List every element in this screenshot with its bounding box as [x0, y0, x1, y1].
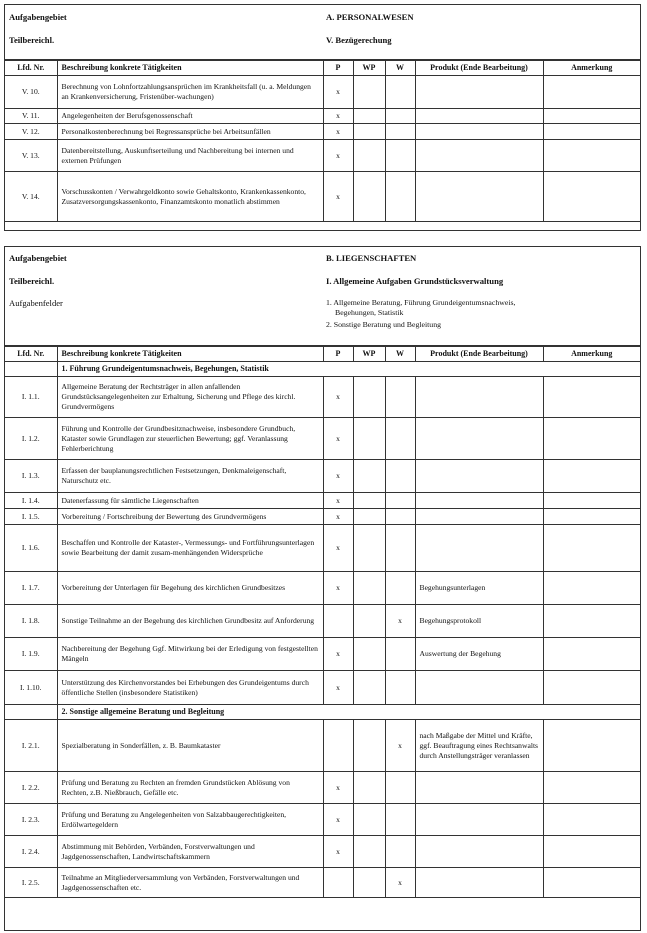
row-mark-p: x	[323, 140, 353, 172]
row-produkt: Begehungsprotokoll	[415, 605, 543, 638]
row-description: Unterstützung des Kirchenvorstandes bei Erhebungen des Grundeigentums durch öffentliche Stellen (insbesondere Statistiken)	[57, 671, 323, 705]
col-header-w: W	[385, 61, 415, 76]
row-description: Angelegenheiten der Berufsgenossenschaft	[57, 109, 323, 124]
row-number: I. 2.1.	[5, 720, 57, 772]
table-row	[5, 140, 640, 172]
table-row	[5, 605, 640, 638]
row-anmerkung	[543, 836, 640, 868]
col-header-beschreibung: Beschreibung konkrete Tätigkeiten	[57, 61, 323, 76]
row-number: I. 1.4.	[5, 493, 57, 509]
row-produkt: nach Maßgabe der Mittel und Kräfte, ggf. Beauftragung eines Rechtsanwalts durch Anstellungsträger veranlassen	[415, 720, 543, 772]
row-description: Nachbereitung der Begehung Ggf. Mitwirkung bei der Erledigung von festgestellten Mängeln	[57, 638, 323, 671]
row-mark-wp	[353, 418, 385, 460]
table-personalwesen	[4, 4, 641, 231]
row-mark-w	[385, 377, 415, 418]
row-mark-w	[385, 76, 415, 109]
row-produkt	[415, 124, 543, 140]
row-anmerkung	[543, 720, 640, 772]
row-produkt	[415, 76, 543, 109]
row-description: Datenbereitstellung, Auskunftserteilung und Nachbereitung bei internen und externen Prüfungen	[57, 140, 323, 172]
table-row	[5, 671, 640, 705]
col-header-wp: WP	[353, 61, 385, 76]
row-mark-w	[385, 804, 415, 836]
value-aufgabengebiet: A. PERSONALWESEN	[326, 12, 414, 22]
row-anmerkung	[543, 109, 640, 124]
row-mark-wp	[353, 76, 385, 109]
row-mark-w	[385, 172, 415, 222]
row-produkt	[415, 418, 543, 460]
row-anmerkung	[543, 418, 640, 460]
row-mark-wp	[353, 720, 385, 772]
section-title: 1. Führung Grundeigentumsnachweis, Begehungen, Statistik	[57, 362, 640, 377]
table-row	[5, 377, 640, 418]
row-description: Vorbereitung der Unterlagen für Begehung des kirchlichen Grundbesitzes	[57, 572, 323, 605]
section-title: 2. Sonstige allgemeine Beratung und Begleitung	[57, 705, 640, 720]
row-anmerkung	[543, 124, 640, 140]
row-produkt	[415, 109, 543, 124]
row-produkt	[415, 140, 543, 172]
row-anmerkung	[543, 638, 640, 671]
table-row	[5, 868, 640, 898]
block-header	[5, 5, 640, 60]
row-number: V. 12.	[5, 124, 57, 140]
value-aufgabengebiet: B. LIEGENSCHAFTEN	[326, 253, 417, 263]
table-row	[5, 76, 640, 109]
row-mark-w	[385, 140, 415, 172]
row-description: Vorbereitung / Fortschreibung der Bewertung des Grundvermögens	[57, 509, 323, 525]
table-liegenschaften	[4, 246, 641, 931]
row-number: I. 2.2.	[5, 772, 57, 804]
row-number: I. 1.1.	[5, 377, 57, 418]
row-description: Spezialberatung in Sonderfällen, z. B. Baumkataster	[57, 720, 323, 772]
row-mark-w	[385, 109, 415, 124]
row-mark-w	[385, 418, 415, 460]
table-row	[5, 836, 640, 868]
row-description: Vorschusskonten / Verwahrgeldkonto sowie Gehaltskonto, Krankenkassenkonto, Zusatzversorgungskassenkonto, Finanzamtskonto monatlich abstimmen	[57, 172, 323, 222]
value-teilbereich: I. Allgemeine Aufgaben Grundstücksverwaltung	[326, 276, 504, 286]
table-row	[5, 172, 640, 222]
row-produkt	[415, 460, 543, 493]
row-mark-wp	[353, 836, 385, 868]
row-mark-w	[385, 124, 415, 140]
col-header-beschreibung: Beschreibung konkrete Tätigkeiten	[57, 347, 323, 362]
row-mark-wp	[353, 124, 385, 140]
row-number: I. 2.3.	[5, 804, 57, 836]
row-description: Prüfung und Beratung zu Angelegenheiten von Salzabbaugerechtigkeiten, Erdölwartegeldern	[57, 804, 323, 836]
row-mark-wp	[353, 772, 385, 804]
row-mark-p	[323, 720, 353, 772]
column-header-row	[5, 61, 640, 76]
col-header-anmerkung: Anmerkung	[543, 61, 640, 76]
row-mark-wp	[353, 572, 385, 605]
row-number: V. 14.	[5, 172, 57, 222]
row-description: Datenerfassung für sämtliche Liegenschaften	[57, 493, 323, 509]
row-description: Allgemeine Beratung der Rechtsträger in allen anfallenden Grundstücksangelegenheiten zur Erhaltung, Sicherung und Pflege des kirchl. Grundvermögens	[57, 377, 323, 418]
column-header-row	[5, 347, 640, 362]
row-produkt	[415, 493, 543, 509]
value-aufgabenfeld-2: 2. Sonstige Beratung und Begleitung	[326, 320, 441, 329]
row-mark-w	[385, 493, 415, 509]
row-mark-w	[385, 509, 415, 525]
label-teilbereich: Teilbereichl.	[9, 276, 55, 286]
row-anmerkung	[543, 172, 640, 222]
row-produkt	[415, 525, 543, 572]
row-anmerkung	[543, 509, 640, 525]
row-mark-w	[385, 671, 415, 705]
table-row	[5, 509, 640, 525]
row-mark-p: x	[323, 124, 353, 140]
row-anmerkung	[543, 772, 640, 804]
value-aufgabenfeld-1: 1. Allgemeine Beratung, Führung Grundeigentumsnachweis,	[326, 298, 516, 307]
row-mark-p	[323, 605, 353, 638]
row-description: Teilnahme an Mitgliederversammlung von Verbänden, Forstverwaltungen und Jagdgenossenschaften etc.	[57, 868, 323, 898]
row-mark-p: x	[323, 493, 353, 509]
row-number: V. 13.	[5, 140, 57, 172]
row-produkt	[415, 804, 543, 836]
row-mark-p: x	[323, 109, 353, 124]
col-header-p: P	[323, 347, 353, 362]
table-row	[5, 720, 640, 772]
row-mark-w: x	[385, 605, 415, 638]
row-anmerkung	[543, 76, 640, 109]
row-mark-w	[385, 525, 415, 572]
table-row	[5, 124, 640, 140]
row-produkt: Auswertung der Begehung	[415, 638, 543, 671]
row-mark-wp	[353, 509, 385, 525]
table-row	[5, 109, 640, 124]
row-description: Erfassen der bauplanungsrechtlichen Festsetzungen, Denkmaleigenschaft, Naturschutz etc.	[57, 460, 323, 493]
table-row	[5, 418, 640, 460]
col-header-w: W	[385, 347, 415, 362]
row-description: Beschaffen und Kontrolle der Kataster-, Vermessungs- und Fortführungsunterlagen sowie Bearbeitung der damit zusam-menhängenden Widersprüche	[57, 525, 323, 572]
row-produkt	[415, 772, 543, 804]
row-description: Prüfung und Beratung zu Rechten an fremden Grundstücken Ablösung von Rechten, z.B. Nießbrauch, Gefälle etc.	[57, 772, 323, 804]
task-table-b	[5, 346, 640, 898]
row-mark-p: x	[323, 172, 353, 222]
row-produkt: Begehungsunterlagen	[415, 572, 543, 605]
row-mark-p: x	[323, 525, 353, 572]
col-header-produkt: Produkt (Ende Bearbeitung)	[415, 347, 543, 362]
col-header-p: P	[323, 61, 353, 76]
row-anmerkung	[543, 493, 640, 509]
row-description: Sonstige Teilnahme an der Begehung des kirchlichen Grundbesitz auf Anforderung	[57, 605, 323, 638]
row-mark-p: x	[323, 76, 353, 109]
col-header-lfd: Lfd. Nr.	[5, 347, 57, 362]
label-aufgabengebiet: Aufgabengebiet	[9, 253, 67, 263]
row-anmerkung	[543, 460, 640, 493]
row-mark-w	[385, 836, 415, 868]
table-row	[5, 804, 640, 836]
row-number: I. 1.5.	[5, 509, 57, 525]
row-number: I. 1.10.	[5, 671, 57, 705]
row-number: I. 1.8.	[5, 605, 57, 638]
row-mark-w	[385, 772, 415, 804]
row-mark-wp	[353, 140, 385, 172]
row-produkt	[415, 509, 543, 525]
row-mark-w: x	[385, 720, 415, 772]
row-number: I. 1.3.	[5, 460, 57, 493]
table-row	[5, 638, 640, 671]
row-description: Führung und Kontrolle der Grundbesitznachweise, insbesondere Grundbuch, Kataster sowie Grundlagen zur steuerlichen Bewertung; ggf. Veranlassung Fehlerberichtung	[57, 418, 323, 460]
row-anmerkung	[543, 377, 640, 418]
section-row	[5, 362, 640, 377]
row-mark-wp	[353, 868, 385, 898]
row-produkt	[415, 868, 543, 898]
row-produkt	[415, 836, 543, 868]
row-mark-w	[385, 638, 415, 671]
label-aufgabenfelder: Aufgabenfelder	[9, 298, 63, 308]
row-number: I. 2.4.	[5, 836, 57, 868]
row-mark-p: x	[323, 377, 353, 418]
row-number: V. 10.	[5, 76, 57, 109]
row-mark-wp	[353, 525, 385, 572]
row-mark-p: x	[323, 671, 353, 705]
row-mark-wp	[353, 460, 385, 493]
row-anmerkung	[543, 868, 640, 898]
row-anmerkung	[543, 140, 640, 172]
row-number: I. 1.6.	[5, 525, 57, 572]
task-table-a	[5, 60, 640, 222]
section-row	[5, 705, 640, 720]
row-mark-wp	[353, 493, 385, 509]
row-anmerkung	[543, 572, 640, 605]
row-mark-wp	[353, 109, 385, 124]
row-number: I. 1.9.	[5, 638, 57, 671]
row-number: I. 2.5.	[5, 868, 57, 898]
value-teilbereich: V. Bezügerechung	[326, 35, 392, 45]
section-spacer	[5, 705, 57, 720]
row-mark-w	[385, 572, 415, 605]
row-number: I. 1.7.	[5, 572, 57, 605]
col-header-produkt: Produkt (Ende Bearbeitung)	[415, 61, 543, 76]
row-mark-p	[323, 868, 353, 898]
row-mark-p: x	[323, 638, 353, 671]
table-row	[5, 572, 640, 605]
row-mark-p: x	[323, 836, 353, 868]
row-mark-wp	[353, 377, 385, 418]
row-mark-wp	[353, 638, 385, 671]
row-anmerkung	[543, 605, 640, 638]
row-anmerkung	[543, 804, 640, 836]
row-description: Abstimmung mit Behörden, Verbänden, Forstverwaltungen und Jagdgenossenschaften, Landwirtschaftskammern	[57, 836, 323, 868]
row-anmerkung	[543, 525, 640, 572]
row-mark-p: x	[323, 572, 353, 605]
table-row	[5, 460, 640, 493]
row-description: Berechnung von Lohnfortzahlungsansprüchen im Krankheitsfall (u. a. Meldungen an Krankenversicherung, Fristenüber-wachungen)	[57, 76, 323, 109]
value-aufgabenfeld-1b: Begehungen, Statistik	[335, 308, 404, 317]
section-spacer	[5, 362, 57, 377]
row-mark-wp	[353, 671, 385, 705]
block-header	[5, 247, 640, 346]
row-produkt	[415, 377, 543, 418]
table-row	[5, 493, 640, 509]
row-mark-p: x	[323, 772, 353, 804]
col-header-wp: WP	[353, 347, 385, 362]
row-mark-wp	[353, 172, 385, 222]
row-mark-w: x	[385, 868, 415, 898]
row-number: V. 11.	[5, 109, 57, 124]
label-teilbereich: Teilbereichl.	[9, 35, 55, 45]
row-anmerkung	[543, 671, 640, 705]
col-header-lfd: Lfd. Nr.	[5, 61, 57, 76]
row-mark-p: x	[323, 509, 353, 525]
table-row	[5, 525, 640, 572]
row-mark-wp	[353, 605, 385, 638]
row-produkt	[415, 172, 543, 222]
row-mark-wp	[353, 804, 385, 836]
row-mark-p: x	[323, 418, 353, 460]
label-aufgabengebiet: Aufgabengebiet	[9, 12, 67, 22]
row-number: I. 1.2.	[5, 418, 57, 460]
row-mark-p: x	[323, 804, 353, 836]
row-description: Personalkostenberechnung bei Regressansprüche bei Arbeitsunfällen	[57, 124, 323, 140]
row-mark-w	[385, 460, 415, 493]
col-header-anmerkung: Anmerkung	[543, 347, 640, 362]
table-row	[5, 772, 640, 804]
row-mark-p: x	[323, 460, 353, 493]
row-produkt	[415, 671, 543, 705]
